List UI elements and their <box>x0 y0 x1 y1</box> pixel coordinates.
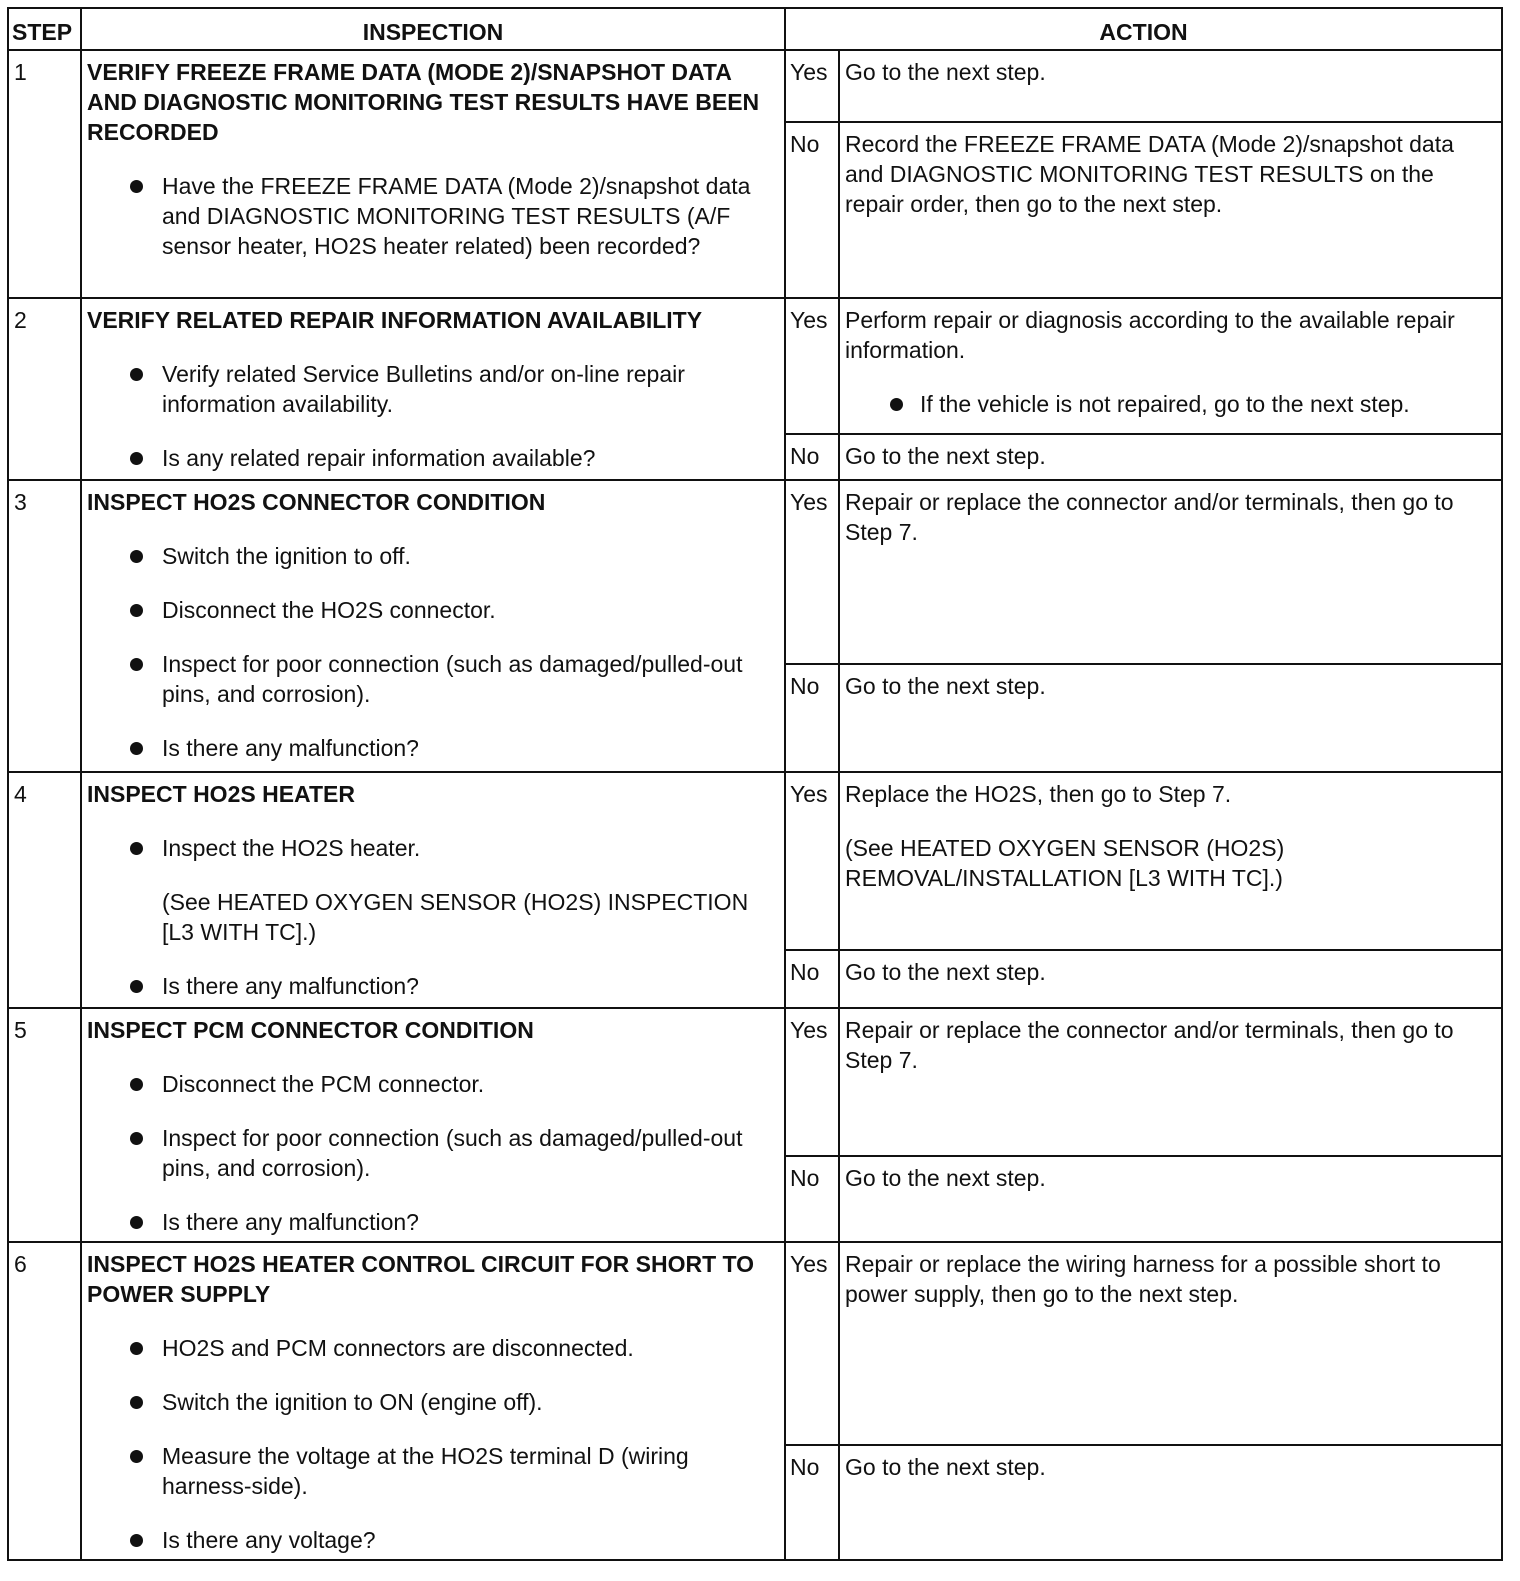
step-row <box>8 1008 1502 1156</box>
bullet-list <box>87 171 779 261</box>
diagnostic-table <box>7 7 1503 1561</box>
step-row <box>8 772 1502 950</box>
bullet-text: Have the FREEZE FRAME DATA (Mode 2)/snapshot data and DIAGNOSTIC MONITORING TEST RESULTS (A/F sensor heater, HO2S heater related) been recorded? <box>162 173 751 259</box>
step-title: VERIFY RELATED REPAIR INFORMATION AVAILABILITY <box>87 307 703 333</box>
yes-action: Replace the HO2S, then go to Step 7. <box>845 781 1232 807</box>
list-item <box>87 1387 779 1417</box>
step-row <box>8 480 1502 664</box>
list-item <box>87 171 779 261</box>
yes-action: Go to the next step. <box>839 50 1502 122</box>
inspection-cell <box>81 480 785 772</box>
list-item <box>87 833 779 863</box>
yes-action: Repair or replace the connector and/or terminals, then go to Step 7. <box>839 480 1502 664</box>
bullet-list <box>87 359 779 473</box>
bullet-text: Disconnect the PCM connector. <box>162 1071 485 1097</box>
step-title: INSPECT HO2S CONNECTOR CONDITION <box>87 489 546 515</box>
list-item <box>87 1333 779 1363</box>
bullet-text: Is there any malfunction? <box>162 1209 419 1235</box>
bullet-text: Inspect for poor connection (such as damaged/pulled-out pins, and corrosion). <box>162 1125 743 1181</box>
list-item <box>87 541 779 571</box>
bullet-icon <box>130 1450 143 1463</box>
bullet-text: Verify related Service Bulletins and/or on-line repair information availability. <box>162 361 685 417</box>
list-item <box>87 1123 779 1183</box>
no-label: No <box>785 122 839 298</box>
step-number: 1 <box>8 50 81 298</box>
bullet-text: Switch the ignition to off. <box>162 543 411 569</box>
bullet-icon <box>130 180 143 193</box>
step-number: 6 <box>8 1242 81 1560</box>
no-action: Go to the next step. <box>839 1156 1502 1242</box>
yes-reference-note: (See HEATED OXYGEN SENSOR (HO2S) REMOVAL/INSTALLATION [L3 WITH TC].) <box>845 835 1285 891</box>
inspection-cell <box>81 1242 785 1560</box>
header-row <box>8 8 1502 50</box>
bullet-icon <box>130 980 143 993</box>
bullet-list <box>87 1069 779 1237</box>
list-item <box>87 1207 779 1237</box>
bullet-text: Inspect for poor connection (such as damaged/pulled-out pins, and corrosion). <box>162 651 743 707</box>
no-action: Go to the next step. <box>839 664 1502 772</box>
no-label: No <box>785 434 839 480</box>
bullet-icon <box>130 604 143 617</box>
list-item <box>87 359 779 419</box>
no-action: Go to the next step. <box>839 1445 1502 1560</box>
step-number: 5 <box>8 1008 81 1242</box>
inspection-cell <box>81 50 785 298</box>
bullet-list <box>87 971 779 1001</box>
list-item <box>87 443 779 473</box>
bullet-text: Is any related repair information available? <box>162 445 596 471</box>
step-header: STEP <box>8 8 81 50</box>
yes-label: Yes <box>785 1242 839 1445</box>
yes-action: Repair or replace the wiring harness for a possible short to power supply, then go to the next step. <box>839 1242 1502 1445</box>
yes-label: Yes <box>785 480 839 664</box>
yes-label: Yes <box>785 1008 839 1156</box>
no-action: Go to the next step. <box>839 434 1502 480</box>
bullet-icon <box>130 1078 143 1091</box>
bullet-text: Measure the voltage at the HO2S terminal D (wiring harness-side). <box>162 1443 689 1499</box>
step-number: 3 <box>8 480 81 772</box>
step-title: INSPECT PCM CONNECTOR CONDITION <box>87 1017 534 1043</box>
bullet-icon <box>130 550 143 563</box>
yes-label: Yes <box>785 50 839 122</box>
action-header: ACTION <box>785 8 1502 50</box>
list-item <box>87 971 779 1001</box>
inspection-cell <box>81 772 785 1008</box>
yes-action-cell <box>839 772 1502 950</box>
step-title: INSPECT HO2S HEATER <box>87 781 355 807</box>
step-row <box>8 50 1502 122</box>
bullet-icon <box>130 1216 143 1229</box>
no-label: No <box>785 664 839 772</box>
step-row <box>8 1242 1502 1445</box>
bullet-text: Is there any voltage? <box>162 1527 376 1553</box>
bullet-text: HO2S and PCM connectors are disconnected. <box>162 1335 634 1361</box>
bullet-list <box>87 541 779 763</box>
yes-label: Yes <box>785 298 839 434</box>
yes-action-bullet: If the vehicle is not repaired, go to the next step. <box>920 391 1410 417</box>
bullet-text: Switch the ignition to ON (engine off). <box>162 1389 543 1415</box>
step-number: 2 <box>8 298 81 480</box>
bullet-text: Inspect the HO2S heater. <box>162 835 421 861</box>
no-action: Record the FREEZE FRAME DATA (Mode 2)/snapshot data and DIAGNOSTIC MONITORING TEST RESULTS on the repair order, then go to the next step. <box>839 122 1502 298</box>
bullet-text: Is there any malfunction? <box>162 973 419 999</box>
bullet-icon <box>130 842 143 855</box>
inspection-cell <box>81 1008 785 1242</box>
list-item <box>87 1069 779 1099</box>
bullet-icon <box>130 452 143 465</box>
list-item <box>87 649 779 709</box>
bullet-icon <box>130 1534 143 1547</box>
bullet-list <box>87 1333 779 1555</box>
list-item <box>87 733 779 763</box>
step-title: INSPECT HO2S HEATER CONTROL CIRCUIT FOR SHORT TO POWER SUPPLY <box>87 1251 755 1307</box>
list-item <box>87 1525 779 1555</box>
bullet-icon <box>130 658 143 671</box>
bullet-icon <box>130 1132 143 1145</box>
bullet-icon <box>130 742 143 755</box>
bullet-icon <box>130 1396 143 1409</box>
inspection-header: INSPECTION <box>81 8 785 50</box>
bullet-icon <box>890 398 903 411</box>
bullet-list <box>87 833 779 863</box>
yes-action: Perform repair or diagnosis according to the available repair information. <box>845 307 1455 363</box>
step-number: 4 <box>8 772 81 1008</box>
step-title: VERIFY FREEZE FRAME DATA (MODE 2)/SNAPSHOT DATA AND DIAGNOSTIC MONITORING TEST RESULTS HAVE BEEN RECORDED <box>87 59 760 145</box>
yes-action-cell <box>839 298 1502 434</box>
no-label: No <box>785 1445 839 1560</box>
no-label: No <box>785 1156 839 1242</box>
list-item <box>87 595 779 625</box>
step-row <box>8 298 1502 434</box>
reference-note: (See HEATED OXYGEN SENSOR (HO2S) INSPECTION [L3 WITH TC].) <box>162 889 749 945</box>
bullet-text: Disconnect the HO2S connector. <box>162 597 496 623</box>
list-item <box>845 389 1496 419</box>
bullet-icon <box>130 1342 143 1355</box>
inspection-cell <box>81 298 785 480</box>
no-action: Go to the next step. <box>839 950 1502 1008</box>
bullet-icon <box>130 368 143 381</box>
list-item <box>87 1441 779 1501</box>
no-label: No <box>785 950 839 1008</box>
yes-action: Repair or replace the connector and/or terminals, then go to Step 7. <box>839 1008 1502 1156</box>
bullet-text: Is there any malfunction? <box>162 735 419 761</box>
yes-label: Yes <box>785 772 839 950</box>
